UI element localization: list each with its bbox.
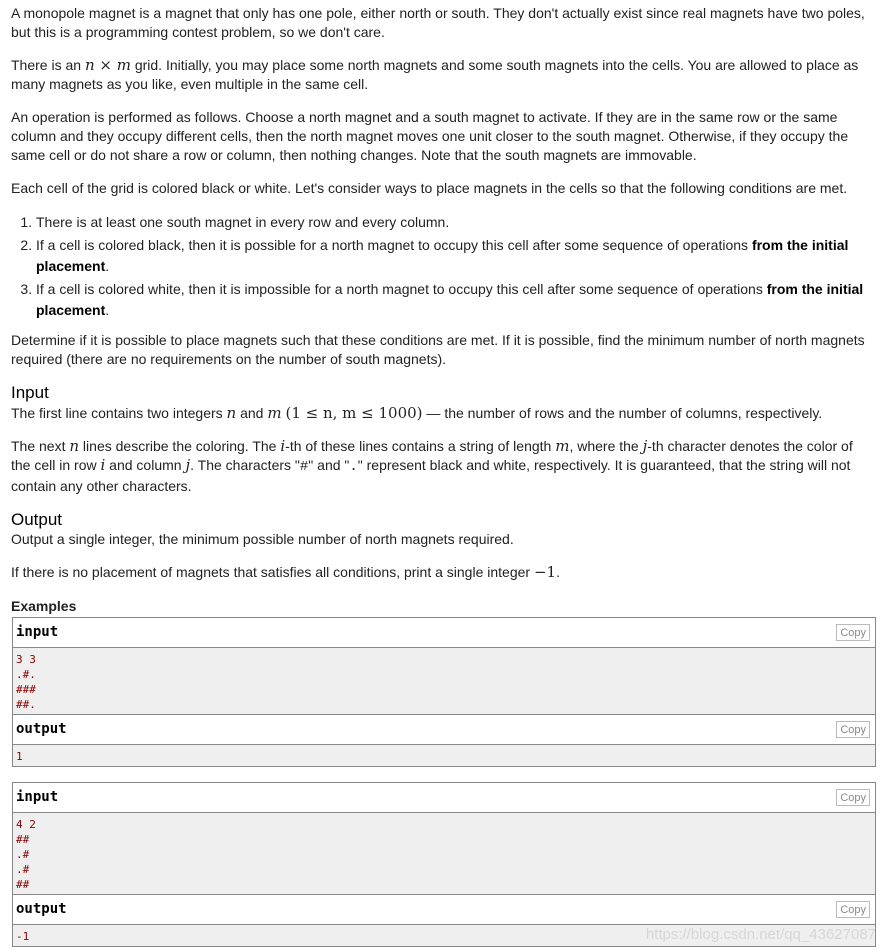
example-1-input-header [13,618,875,648]
input-section-title: Input [11,383,49,402]
math-constraint: (1 ≤ n, m ≤ 1000) [285,404,423,422]
text: If a cell is colored black, then it is possible for a north magnet to occupy this cell after some sequence of operations [36,237,752,253]
text: lines describe the coloring. The [79,438,281,454]
copy-output-button[interactable]: Copy [836,721,870,738]
examples-title: Examples [11,598,77,614]
math-i: i [100,456,106,474]
input-label: input [16,789,59,805]
text: " and " [308,457,350,473]
input-label: input [16,624,59,640]
condition-1: 1. There is at least one south magnet in every row and every column. [36,212,871,233]
output-label: output [16,721,67,737]
math-i: i [280,437,286,455]
example-2 [12,782,876,947]
operation-paragraph: An operation is performed as follows. Choose a north magnet and a south magnet to activate. If they are in the same row or the same column and they occupy different cells, then the north magnet moves one unit closer to the south magnet. Otherwise, if they occupy the same cell or do not share a row or column, then nothing changes. Note that the south magnets are immovable. [11,109,849,163]
math-n: n [69,437,80,455]
conditions-list [11,212,871,323]
grid-paragraph [11,56,873,94]
text: and column [105,457,186,473]
example-2-input-header [13,783,875,813]
input-line-1 [11,404,822,423]
input-line-2 [11,437,873,496]
math-n-times-m: n × m [84,56,131,74]
example-2-output-header [13,895,875,925]
bold-text: from the initial placement [36,237,849,274]
condition-2 [36,235,871,277]
text: -th of these lines contains a string of length [285,438,556,454]
output-label: output [16,901,67,917]
coloring-paragraph: Each cell of the grid is colored black or white. Let's consider ways to place magnets in the cells so that the following conditions are met. [11,180,848,196]
text: " represent black and white, respectively. It is guaranteed, that the string will not contain any other characters. [11,457,851,494]
math-n: n [226,404,237,422]
copy-output-button[interactable]: Copy [836,901,870,918]
text: If there is no placement of magnets that satisfies all conditions, print a single integer [11,564,534,580]
math-m: m [267,404,282,422]
copy-input-button[interactable]: Copy [836,624,870,641]
output-line-1: Output a single integer, the minimum possible number of north magnets required. [11,531,514,547]
output-line-2 [11,563,560,582]
code-hash: # [299,459,309,475]
example-1-input: 3 3 .#. ### ##. [13,648,875,715]
example-2-output: -1 [13,925,875,946]
code-dot: . [349,459,358,475]
output-section-title: Output [11,510,63,529]
copy-input-button[interactable]: Copy [836,789,870,806]
text: , where the [569,438,643,454]
intro-paragraph: A monopole magnet is a magnet that only has one pole, either north or south. They don't actually exist since real magnets have two poles, but this is a programming contest problem, so we don't care. [11,5,865,40]
example-1 [12,617,876,767]
text: There is an [11,57,85,73]
condition-3 [36,279,871,321]
text: If a cell is colored white, then it is impossible for a north magnet to occupy this cell after some sequence of operations [36,281,767,297]
text: . The characters " [190,457,300,473]
text: . [105,258,110,274]
task-paragraph: Determine if it is possible to place magnets such that these conditions are met. If it is possible, find the minimum number of north magnets required (there are no requirements on the number of south magnets). [11,332,865,367]
math-j: j [185,456,191,474]
text: . [556,564,560,580]
math-neg-one: −1 [533,563,557,581]
example-2-input: 4 2 ## .# .# ## [13,813,875,895]
text: and [236,405,268,421]
example-1-output: 1 [13,745,875,766]
text: grid. Initially, you may place some north magnets and some south magnets into the cells. You are allowed to place as many magnets as you like, even multiple in the same cell. [11,57,859,92]
text: The next [11,438,70,454]
text: The first line contains two integers [11,405,227,421]
text: -th character denotes the color of the cell in row [11,438,853,473]
text: . [105,302,110,318]
bold-text: from the initial placement [36,281,864,318]
math-j: j [642,437,648,455]
text: — the number of rows and the number of columns, respectively. [422,405,823,421]
math-m: m [555,437,570,455]
watermark: https://blog.csdn.net/qq_43627087 [645,926,876,943]
example-1-output-header [13,715,875,745]
